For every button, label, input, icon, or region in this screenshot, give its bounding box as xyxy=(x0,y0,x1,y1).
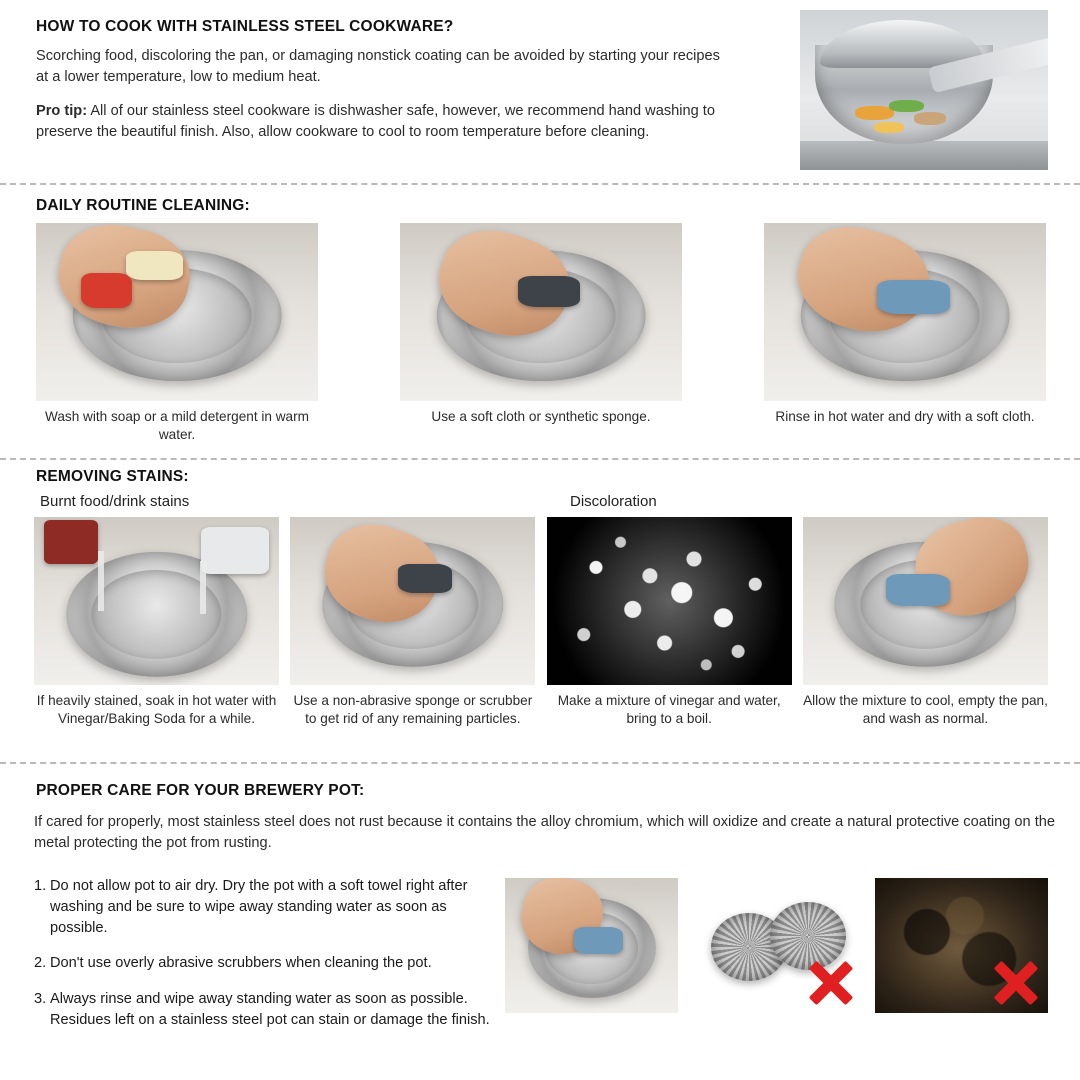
photo-burnt-residue-pot xyxy=(875,878,1048,1013)
vinegar-bottle xyxy=(44,520,98,564)
care-photo-row xyxy=(505,878,1050,1013)
intro-paragraph-1: Scorching food, discoloring the pan, or damaging nonstick coating can be avoided by starting your recipes at a lower temperature, low to medium heat. xyxy=(36,48,720,85)
kettle xyxy=(201,527,270,574)
intro-photo-wok xyxy=(800,10,1048,170)
care-list-item xyxy=(34,989,504,1031)
label-burnt-food-stains: Burnt food/drink stains xyxy=(40,493,190,510)
x-mark-icon xyxy=(805,957,857,1009)
detergent-bottle xyxy=(81,273,132,309)
care-list xyxy=(34,876,504,1045)
microfiber-cloth xyxy=(877,280,950,314)
daily-step-1-caption: Wash with soap or a mild detergent in warm water. xyxy=(45,409,309,443)
stains-step-2 xyxy=(290,517,535,729)
section-proper-care xyxy=(0,768,1080,1080)
stains-heading: REMOVING STAINS: xyxy=(36,468,189,485)
intro-heading: HOW TO COOK WITH STAINLESS STEEL COOKWARE? xyxy=(36,18,454,35)
daily-heading: DAILY ROUTINE CLEANING: xyxy=(36,197,250,214)
towel xyxy=(574,927,622,954)
photo-drying-pot-with-towel xyxy=(505,878,678,1013)
daily-step-2 xyxy=(400,223,682,445)
photo-wipe-after-cooling xyxy=(803,517,1048,685)
microfiber-cloth xyxy=(886,574,950,606)
intro-protip xyxy=(36,101,736,142)
stove-burner xyxy=(800,141,1048,170)
daily-step-3-caption: Rinse in hot water and dry with a soft cloth. xyxy=(775,409,1035,424)
sponge xyxy=(398,564,452,593)
divider xyxy=(0,762,1080,764)
section-removing-stains xyxy=(0,460,1080,760)
care-item-number: 1. xyxy=(34,878,47,894)
protip-label: Pro tip: xyxy=(36,103,88,120)
photo-soak-with-vinegar xyxy=(34,517,279,685)
boiling-bubbles xyxy=(547,517,792,685)
daily-steps-row xyxy=(36,223,1046,445)
x-mark-icon xyxy=(990,957,1042,1009)
vegetable-piece xyxy=(874,122,904,133)
daily-step-1 xyxy=(36,223,318,445)
sponge xyxy=(126,251,182,279)
daily-step-3 xyxy=(764,223,1046,445)
stains-step-3-caption: Make a mixture of vinegar and water, bring to a boil. xyxy=(557,693,781,727)
pouring-stream xyxy=(98,551,104,611)
care-item-text: Do not allow pot to air dry. Dry the pot with a soft towel right after washing and be sure to wipe away standing water as soon as possible. xyxy=(50,878,468,937)
protip-text: All of our stainless steel cookware is dishwasher safe, however, we recommend hand washing to preserve the beautiful finish. Also, allow cookware to cool to room temperature before cleaning. xyxy=(36,103,715,141)
care-list-item xyxy=(34,953,504,974)
photo-wash-with-soap xyxy=(36,223,318,401)
stains-step-2-caption: Use a non-abrasive sponge or scrubber to get rid of any remaining particles. xyxy=(293,693,533,727)
stains-steps-row xyxy=(34,517,1048,729)
photo-non-abrasive-sponge xyxy=(290,517,535,685)
vegetable-piece xyxy=(889,100,924,113)
care-heading: PROPER CARE FOR YOUR BREWERY POT: xyxy=(36,782,365,799)
care-list-item xyxy=(34,876,504,939)
label-discoloration: Discoloration xyxy=(570,493,657,510)
photo-rinse-and-dry xyxy=(764,223,1046,401)
stains-step-4 xyxy=(803,517,1048,729)
daily-step-2-caption: Use a soft cloth or synthetic sponge. xyxy=(431,409,651,424)
care-item-text: Always rinse and wipe away standing water as soon as possible. Residues left on a stainless steel pot can stain or damage the finish. xyxy=(50,990,490,1028)
section-how-to-cook xyxy=(0,0,1080,183)
sponge xyxy=(518,276,580,306)
photo-soft-cloth-sponge xyxy=(400,223,682,401)
pouring-stream xyxy=(200,561,206,615)
stains-step-3 xyxy=(547,517,792,729)
care-item-number: 3. xyxy=(34,990,47,1007)
photo-steel-wool-scrubbers xyxy=(690,878,863,1013)
intro-text-column xyxy=(36,18,736,157)
vegetable-piece xyxy=(914,112,946,125)
stains-step-1 xyxy=(34,517,279,729)
vegetable-piece xyxy=(855,106,895,120)
care-item-number: 2. xyxy=(34,955,47,972)
stains-step-1-caption: If heavily stained, soak in hot water with Vinegar/Baking Soda for a while. xyxy=(36,693,277,727)
care-item-text: Don't use overly abrasive scrubbers when cleaning the pot. xyxy=(50,955,432,972)
photo-boiling-mixture xyxy=(547,517,792,685)
section-daily-routine-cleaning xyxy=(0,185,1080,457)
stains-step-4-caption: Allow the mixture to cool, empty the pan, and wash as normal. xyxy=(803,693,1048,727)
care-intro-paragraph: If cared for properly, most stainless steel does not rust because it contains the alloy chromium, which will oxidize and create a natural protective coating on the metal protecting the pot from rusting. xyxy=(34,814,1055,851)
